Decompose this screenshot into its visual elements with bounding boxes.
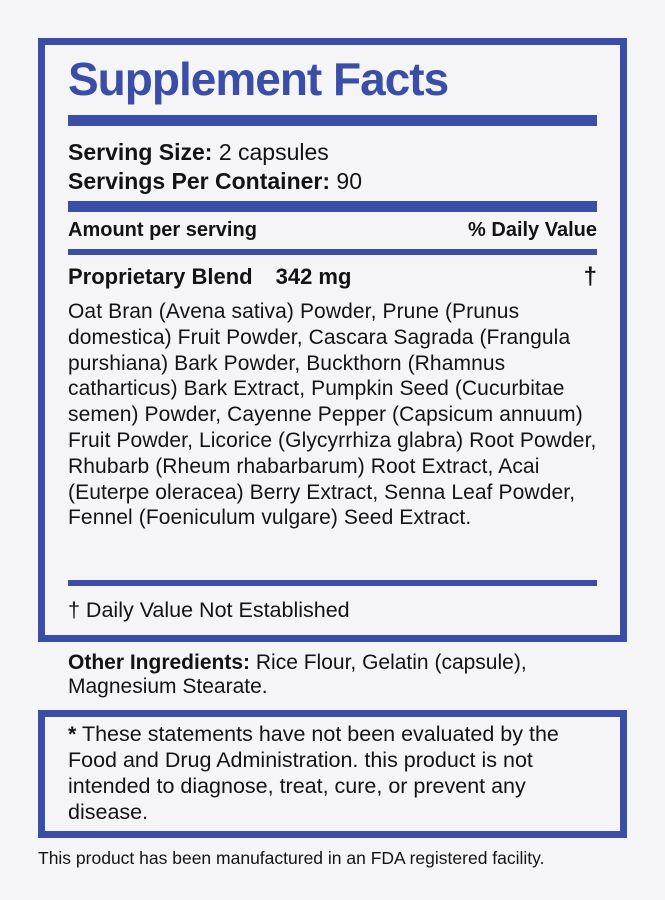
disclaimer-text: These statements have not been evaluated by the Food and Drug Administration. this product is not intended to diagnose, treat, cure, or prevent any disease. <box>68 722 559 824</box>
fda-disclaimer-box <box>38 710 627 838</box>
blend-amount: 342 mg <box>275 264 352 289</box>
column-headers-row <box>68 218 597 242</box>
servings-per-container-row <box>68 167 597 196</box>
serving-size-value: 2 capsules <box>218 139 329 165</box>
fda-facility-note: This product has been manufactured in an FDA registered facility. <box>38 848 545 868</box>
servings-per-container-label: Servings Per Container: <box>68 168 331 194</box>
serving-size-label: Serving Size: <box>68 139 213 165</box>
divider-bar-top <box>68 115 597 126</box>
disclaimer-asterisk: * <box>68 722 77 746</box>
proprietary-blend-row <box>68 265 597 289</box>
divider-bar-mid <box>68 201 597 212</box>
blend-name: Proprietary Blend <box>68 264 253 289</box>
other-ingredients-label: Other Ingredients: <box>68 651 251 674</box>
other-ingredients-value: Rice Flour, Gelatin (capsule), Magnesium Stearate. <box>68 651 527 698</box>
daily-value-header: % Daily Value <box>468 219 597 241</box>
divider-line-columns <box>68 249 597 255</box>
daily-value-footnote: † Daily Value Not Established <box>68 598 350 622</box>
blend-daily-value-dagger: † <box>583 263 597 290</box>
divider-line-footnote <box>68 580 597 586</box>
servings-per-container-value: 90 <box>336 168 363 194</box>
supplement-facts-panel <box>38 38 627 642</box>
panel-spacer <box>68 531 597 580</box>
supplement-facts-title: Supplement Facts <box>68 53 449 105</box>
serving-info <box>68 138 597 196</box>
serving-size-row <box>68 138 597 167</box>
blend-ingredients-text: Oat Bran (Avena sativa) Powder, Prune (Prunus domestica) Fruit Powder, Cascara Sagrada (Frangula purshiana) Bark Powder, Buckthorn (Rhamnus catharticus) Bark Extract, Pumpkin Seed (Cucurbitae semen) Powder, Cayenne Pepper (Capsicum annuum) Fruit Powder, Licorice (Glycyrrhiza glabra) Root Powder, Rhubarb (Rheum rhabarbarum) Root Extract, Acai (Euterpe oleracea) Berry Extract, Senna Leaf Powder, Fennel (Foeniculum vulgare) Seed Extract. <box>68 300 597 530</box>
amount-per-serving-header: Amount per serving <box>68 219 257 241</box>
other-ingredients <box>68 651 597 699</box>
